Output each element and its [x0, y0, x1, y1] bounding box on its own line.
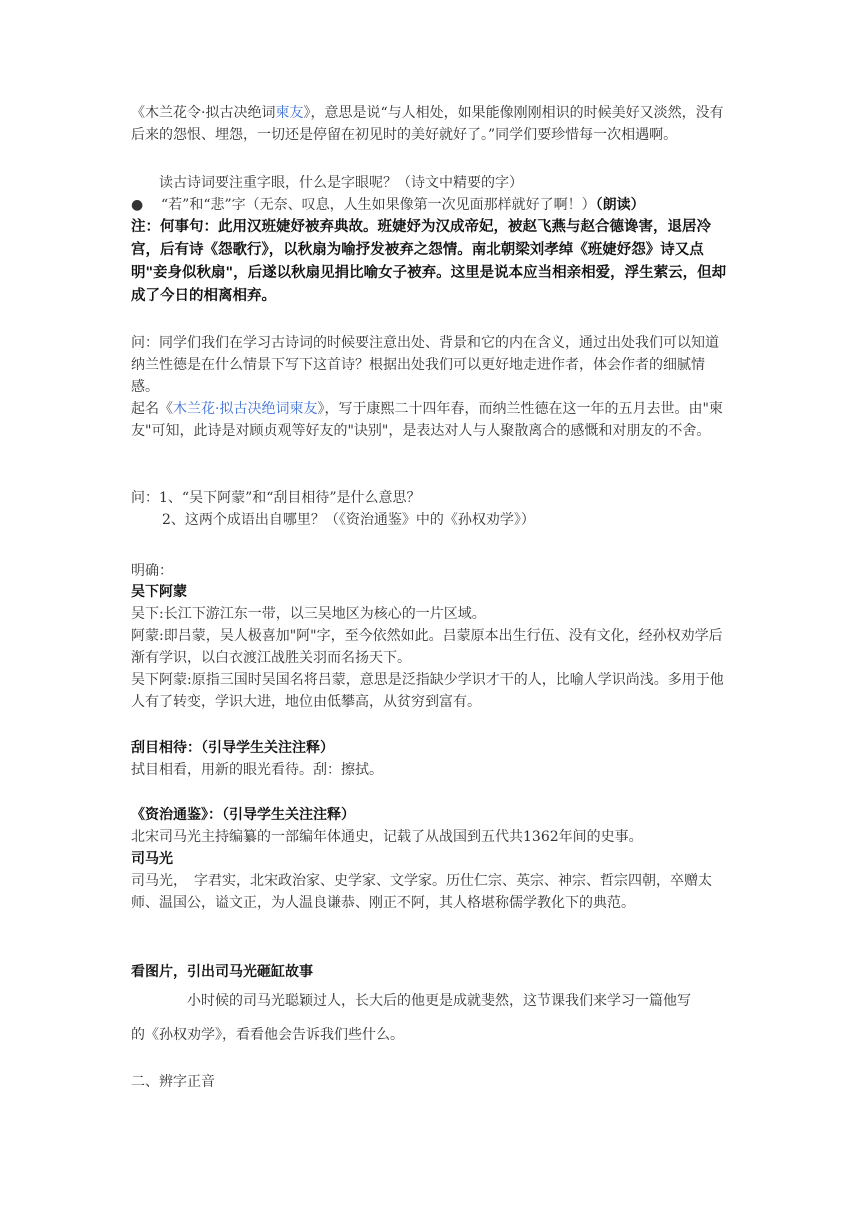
def-simaguang: 司马光， 字君实，北宋政治家、史学家、文学家。历仕仁宗、英宗、神宗、哲宗四朝，卒赠太师、温国公，谥文正，为人温良谦恭、刚正不阿，其人格堪称儒学教化下的典范。: [131, 873, 712, 911]
paragraph-question-origin: 问：同学们我们在学习古诗词的时候要注意出处、背景和它的内在含义，通过出处我们可以知道纳兰性德是在什么情景下写下这首诗？根据出处我们可以更好地走进作者，体会作者的细腻情感。: [131, 335, 719, 395]
poem-full-title-link[interactable]: 木兰花·拟古决绝词柬友: [173, 401, 318, 417]
term-wuxia-ameng: 吴下阿蒙: [131, 584, 187, 600]
question-source: 2、这两个成语出自哪里？（《资治通鉴》中的《孙权劝学》）: [162, 512, 535, 528]
paragraph-note: 注：何事句：此用汉班婕妤被弃典故。班婕妤为汉成帝妃，被赵飞燕与赵合德谗害，退居冷宫，后有诗《怨歌行》，以秋扇为喻抒发被弃之怨情。南北朝梁刘孝绰《班婕妤怨》诗又点明"妾身似秋扇"，后遂以秋扇见捐比喻女子被弃。这里是说本应当相亲相爱，浮生萦云，但却成了今日的相离相弃。: [131, 219, 727, 304]
section-heading-2: 二、辨字正音: [131, 1074, 215, 1090]
def-guamu: 拭目相看，用新的眼光看待。刮：擦拭。: [131, 762, 383, 778]
term-guamu: 刮目相待：（引导学生关注注释）: [131, 740, 334, 756]
paragraph-origin-info: 起名《木兰花·拟古决绝词柬友》，写于康熙二十四年春，而纳兰性德在这一年的五月去世。由"柬友"可知，此诗是对顾贞观等好友的"诀别"，是表达对人与人聚散离合的感慨和对朋友的不舍。: [131, 401, 723, 439]
def-wuxia: 吴下:长江下游江东一带，以三吴地区为核心的一片区域。: [131, 606, 486, 622]
paragraph-keywords: 读古诗词要注重字眼，什么是字眼呢？（诗文中精要的字）: [159, 175, 523, 191]
question-idioms: 问：1、“吴下阿蒙”和“刮目相待”是什么意思？: [131, 490, 421, 506]
bullet-icon: ●: [131, 197, 144, 213]
story-line-2: 的《孙权劝学》，看看他会告诉我们些什么。: [131, 1027, 404, 1043]
clarify-label: 明确：: [131, 563, 173, 579]
term-zizhitongjian: 《资治通鉴》：（引导学生关注注释）: [131, 807, 355, 823]
poem-title-link[interactable]: 柬友: [275, 105, 304, 121]
def-wuxia-ameng: 吴下阿蒙:原指三国时吴国名将吕蒙，意思是泛指缺少学识才干的人，比喻人学识尚浅。多用于他人有了转变，学识大进，地位由低攀高，从贫穷到富有。: [131, 672, 724, 710]
story-line-1: 小时候的司马光聪颖过人，长大后的他更是成就斐然，这节课我们来学习一篇他写: [187, 993, 691, 1009]
story-title: 看图片，引出司马光砸缸故事: [131, 964, 313, 980]
read-aloud-tag: （朗读）: [595, 197, 645, 213]
term-simaguang: 司马光: [131, 851, 173, 867]
def-zizhitongjian: 北宋司马光主持编纂的一部编年体通史，记载了从战国到五代共1362年间的史事。: [131, 829, 643, 845]
paragraph-ruo-bei: ● “若”和“悲”字（无奈、叹息，人生如果像第一次见面那样就好了啊！）（朗读）: [131, 194, 731, 216]
paragraph-poem-meaning: 《木兰花令·拟古决绝词柬友》，意思是说“与人相处，如果能像刚刚相识的时候美好又淡然，没有后来的怨恨、埋怨，一切还是停留在初见时的美好就好了。”同学们要珍惜每一次相遇啊。: [131, 105, 724, 143]
def-ameng: 阿蒙:即吕蒙，吴人极喜加"阿"字，至今依然如此。吕蒙原本出生行伍、没有文化，经孙权劝学后渐有学识，以白衣渡江战胜关羽而名扬天下。: [131, 628, 723, 666]
